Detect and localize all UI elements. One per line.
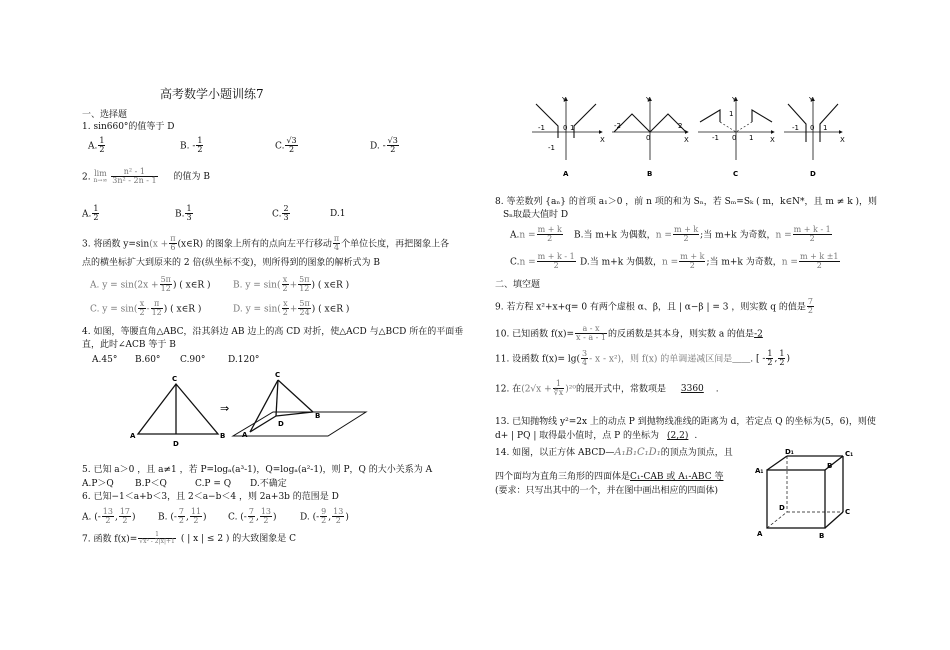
fig4b-label-d: D	[278, 420, 284, 428]
graph-label-c: C	[733, 170, 739, 178]
graph-a-y: Y	[562, 96, 567, 104]
q1-option-c: C. $\frac{√3}{2}$	[275, 136, 297, 155]
graph-b-tick-neg2: -2	[614, 122, 621, 130]
graph-b-tick-2: 2	[678, 122, 683, 130]
q6-option-a: A. (- $\frac{13}{2}$ , $\frac{17}{2}$ )	[82, 507, 136, 526]
q3-option-b: B. y = sin( $\frac{x}{2}$ + $\frac{5\pi}{12}$ ) ( x∈R )	[233, 275, 350, 294]
graph-a-tick-ym1: -1	[548, 144, 555, 152]
q2-option-d: D.1	[330, 209, 346, 219]
question-1: 1. sin660°的值等于 D	[82, 122, 175, 132]
q11-answer: [ - $\frac{1}{2}$ , $\frac{1}{2}$ )	[755, 349, 790, 368]
q13-answer: (2,2)	[667, 431, 689, 441]
graph-d-tick-neg1: -1	[792, 124, 799, 132]
fig4-label-b: B	[220, 432, 226, 440]
graph-a-tick-1: 1	[570, 124, 575, 132]
question-8: 8. 等差数列 {aₙ} 的首项 a₁＞0 ，前 n 项的和为 Sₙ，若 Sₘ=Sₖ ( m，k∈N*，且 m ≠ k )，则	[495, 197, 878, 207]
q4-option-b: B.60°	[135, 355, 161, 365]
q5-option-a: A.P＞Q	[82, 479, 114, 489]
q3-option-c: C. y = sin( $\frac{x}{2}$ - $\frac{\pi}{12}$ ) ( x∈R )	[90, 299, 202, 318]
question-13: 13. 已知抛物线 y²=2x 上的动点 P 到抛物线准线的距离为 d，若定点 Q 的坐标为(5，6)，则使	[495, 417, 876, 427]
q1-option-d: D. - $\frac{√3}{2}$	[370, 136, 398, 155]
q2-limit: lim n→∞	[93, 168, 108, 185]
graph-b-tick-0: 0	[646, 134, 651, 142]
fig4-label-d: D	[173, 440, 179, 448]
question-9: 9. 若方程 x²+x+q= 0 有两个虚根 α、β，且 | α−β | = 3 ，则实数 q 的值是 $\frac{7}{2}$	[495, 297, 813, 316]
question-14: 14. 如图，以正方体 ABCD—A₁B₁C₁D₁的顶点为顶点，且	[495, 447, 733, 458]
q2-option-b: B. $\frac{1}{3}$	[175, 204, 192, 223]
cube-label-b1: B	[827, 462, 833, 470]
question-6: 6. 已知−1＜a+b＜3，且 2＜a−b＜4 ，则 2a+3b 的范围是 D	[82, 492, 339, 502]
q6-option-b: B. (- $\frac{7}{2}$ , $\frac{11}{2}$ )	[158, 507, 207, 526]
cube-label-a: A	[757, 530, 763, 538]
graph-a-x: X	[600, 136, 605, 144]
q2-option-a: A. $\frac{1}{2}$	[82, 204, 99, 223]
page-title: 高考数学小题训练7	[160, 87, 264, 101]
q8-option-d: D.当 m+k 为偶数，n = $\frac{m + k}{2}$ ;当 m+k 为奇数，n = $\frac{m + k \pm 1}{2}$	[580, 252, 839, 271]
q4-option-a: A.45°	[92, 355, 118, 365]
section-fill: 二、填空题	[495, 280, 541, 290]
fig4b-label-c: C	[275, 371, 281, 379]
q1-fraction-a: $\frac{1}{2}$	[99, 136, 105, 155]
q10-answer: -2	[754, 329, 763, 340]
fig4-label-c: C	[172, 375, 178, 383]
cube-label-c: C	[845, 508, 851, 516]
q2-fraction: $\frac{\text{n² - 1}}{\text{3n² - 2n - 1}}$	[112, 167, 157, 186]
graph-c-tick-neg1: -1	[712, 134, 719, 142]
graph-b-x: X	[684, 136, 689, 144]
q7-graphs	[530, 92, 850, 182]
q1-option-a: A.	[88, 141, 98, 152]
q14-line-2: 四个面均为直角三角形的四面体是C₁-CAB 或 A₁-ABC 等	[495, 472, 724, 482]
graph-label-d: D	[810, 170, 816, 178]
graph-c-y: Y	[732, 96, 737, 104]
question-10: 10. 已知函数 f(x)= $\frac{a - x}{x - a - 1}$ 的反函数是其本身，则实数 a 的值是-2	[495, 324, 763, 343]
q4-figure	[128, 372, 428, 452]
fig4-arrow: ⇒	[220, 402, 230, 415]
fig4b-label-b: B	[315, 412, 321, 420]
graph-d-tick-1: 1	[823, 124, 828, 132]
cube-figure	[755, 450, 855, 540]
question-7: 7. 函数 f(x)= $\frac{1}{\text{√x² - 2|x|+1}}$ ( | x | ≤ 2 ) 的大致图象是 C	[82, 531, 297, 546]
graph-d-tick-0: 0	[810, 124, 815, 132]
q1-option-b: B. - $\frac{1}{2}$	[180, 136, 203, 155]
fig4b-label-a: A	[242, 431, 248, 439]
q3-line-2: 点的横坐标扩大到原来的 2 倍(纵坐标不变)，则所得到的图象的解析式为 B	[82, 258, 380, 268]
q8-option-b: B.当 m+k 为偶数，n = $\frac{m + k}{2}$ ;当 m+k 为奇数，n = $\frac{m + k - 1}{2}$	[574, 225, 831, 244]
graph-c-tick-y1: 1	[729, 110, 734, 118]
graph-c-tick-0: 0	[732, 134, 737, 142]
q4-option-c: C.90°	[180, 355, 206, 365]
q4-option-d: D.120°	[228, 355, 260, 365]
q3-option-a: A. y = sin(2x + $\frac{5\pi}{12}$ ) ( x∈R )	[90, 275, 211, 294]
graph-b-y: Y	[646, 96, 651, 104]
q14-answer: C₁-CAB 或 A₁-ABC 等	[630, 472, 724, 482]
graph-label-a: A	[563, 170, 569, 178]
q2-option-c: C. $\frac{2}{3}$	[272, 204, 289, 223]
cube-label-b: B	[819, 532, 825, 540]
cube-label-c1: C₁	[845, 450, 854, 458]
question-12: 12. 在(2√x + $\frac{1}{∜x}$ )²⁰的展开式中，常数项是 3360 .	[495, 379, 719, 398]
q8-option-a: A.n = $\frac{m + k}{2}$	[510, 225, 562, 244]
q8-option-c: C.n = $\frac{m + k - 1}{2}$	[510, 252, 575, 271]
section-choice: 一、选择题	[82, 110, 128, 120]
q5-option-c: C.P = Q	[195, 479, 232, 489]
graph-c-x: X	[770, 136, 775, 144]
fig4-label-a: A	[130, 432, 136, 440]
question-2: 2. lim n→∞ $\frac{\text{n² - 1}}{\text{3n² - 2n - 1}}$ 的值为 B	[82, 167, 210, 186]
q5-option-d: D.不确定	[250, 479, 287, 489]
q1-options	[88, 137, 106, 155]
q12-answer: 3360	[680, 384, 704, 395]
graph-a-tick-neg1: -1	[538, 124, 545, 132]
question-11: 11. 设函数 f(x)= lg( $\frac{3}{4}$ - x - x²)，则 f(x) 的单调递减区间是＿＿. [ - $\frac{1}{2}$ , $\frac{1}{2}$ )	[495, 349, 790, 368]
question-3: 3. 将函数 y=sin(x + $\frac{\pi}{6}$ (x∈R) 的图象上所有的点向左平行移动 $\frac{\pi}{4}$ 个单位长度，再把图象上各	[82, 234, 450, 253]
q13-line-2: d+ | PQ | 取得最小值时，点 P 的坐标为 (2,2) .	[495, 431, 698, 441]
cube-label-d1: D₁	[785, 448, 794, 456]
graph-a-tick-0: 0	[563, 124, 568, 132]
q8-line-2: Sₙ取最大值时 D	[503, 210, 569, 220]
q4-line-2: 直，此时∠ACB 等于 B	[82, 340, 176, 350]
q3-option-d: D. y = sin( $\frac{x}{2}$ + $\frac{5\pi}{24}$ ) ( x∈R )	[233, 299, 350, 318]
q14-line-3: (要求：只写出其中的一个，并在图中画出相应的四面体)	[495, 486, 719, 496]
q6-option-d: D. (- $\frac{9}{2}$ , $\frac{13}{2}$ )	[300, 507, 349, 526]
q6-option-c: C. (- $\frac{7}{2}$ , $\frac{13}{2}$ )	[228, 507, 277, 526]
q5-option-b: B.P＜Q	[135, 479, 167, 489]
graph-d-y: Y	[809, 96, 814, 104]
question-4: 4. 如图，等腰直角△ABC，沿其斜边 AB 边上的高 CD 对折，使△ACD 与△BCD 所在的平面垂	[82, 327, 464, 337]
graph-d-x: X	[840, 136, 845, 144]
graph-c-tick-1: 1	[749, 134, 754, 142]
question-5: 5. 已知 a＞0 ，且 a≠1 ，若 P=logₐ(a³-1)，Q=logₐ(a²-1)，则 P，Q 的大小关系为 A	[82, 465, 433, 475]
graph-label-b: B	[647, 170, 653, 178]
cube-label-a1: A₁	[755, 467, 764, 475]
cube-label-d: D	[779, 504, 785, 512]
